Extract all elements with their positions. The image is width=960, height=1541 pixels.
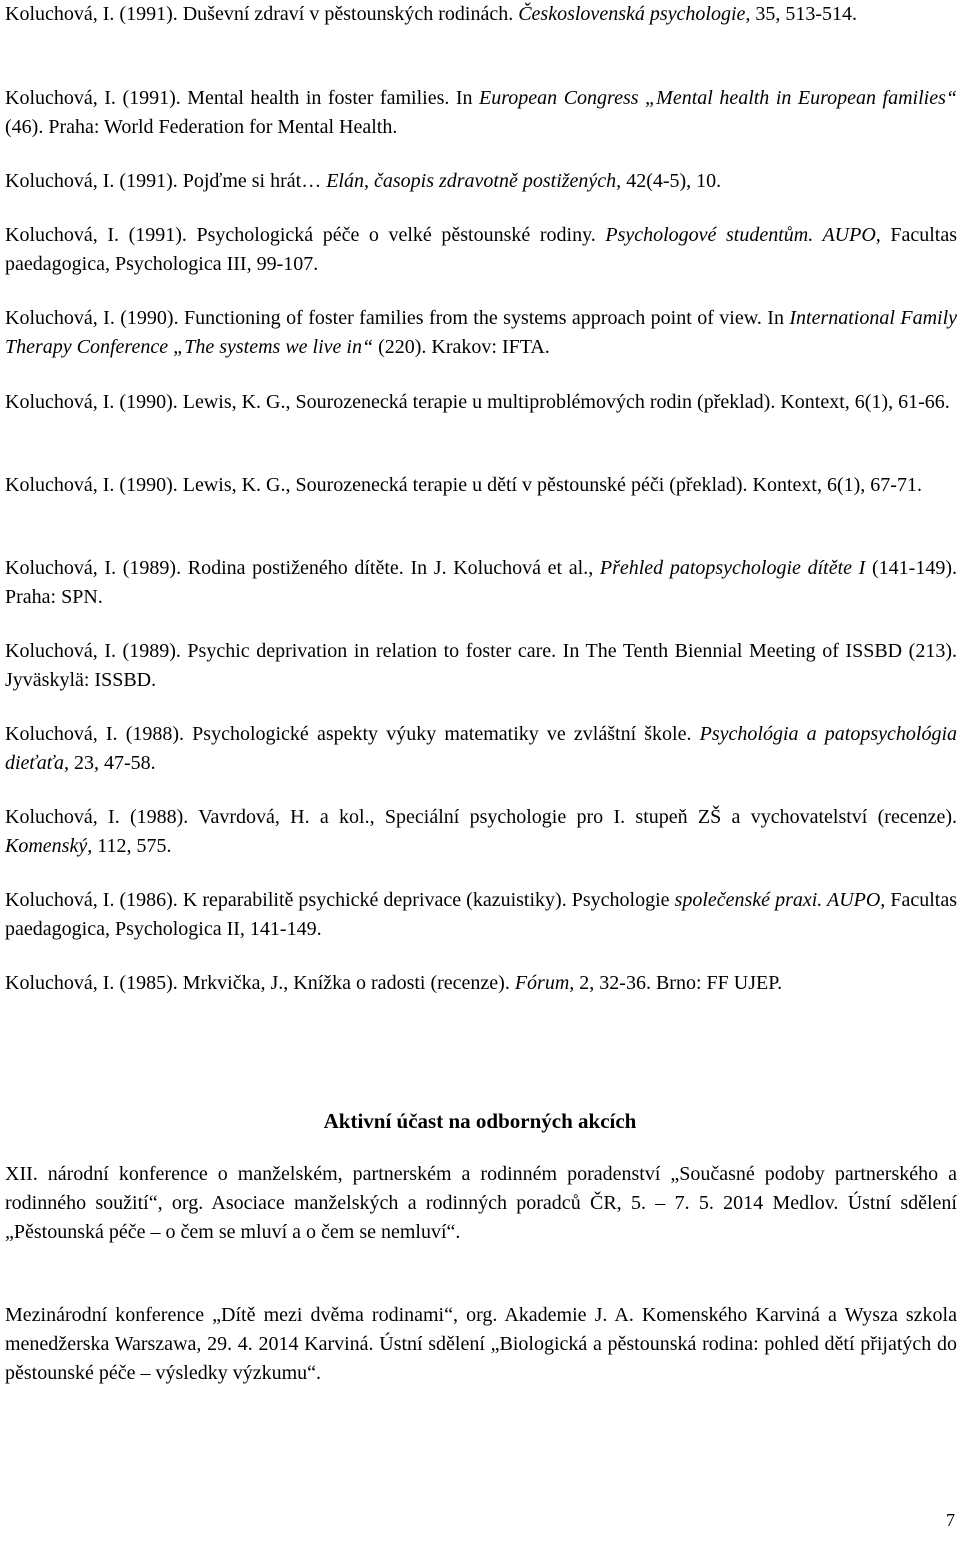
activity-entry: Mezinárodní konference „Dítě mezi dvěma rodinami“, org. Akademie J. A. Komenského Karviná a Wysza szkola menedžerska Warszawa, 29. 4. 2014 Karviná. Ústní sdělení „Biologická a pěstounská rodina: pohled dětí přijatých do pěstounské péče – výsledky výzkumu“. <box>5 1304 957 1384</box>
reference-entry: Koluchová, I. (1991). Duševní zdraví v pěstounských rodinách. Československá psychologie, 35, 513-514. <box>5 3 858 25</box>
page-number: 7 <box>946 1510 955 1530</box>
reference-entry: Koluchová, I. (1989). Psychic deprivation in relation to foster care. In The Tenth Biennial Meeting of ISSBD (213). Jyväskylä: ISSBD. <box>5 640 957 691</box>
reference-entry: Koluchová, I. (1991). Mental health in foster families. In European Congress „Mental health in European families“ (46). Praha: World Federation for Mental Health. <box>5 87 957 138</box>
reference-entry: Koluchová, I. (1990). Functioning of foster families from the systems approach point of view. In International Family Therapy Conference „The systems we live in“ (220). Krakov: IFTA. <box>5 307 957 358</box>
section-heading: Aktivní účast na odborných akcích <box>323 1109 637 1133</box>
reference-entry: Koluchová, I. (1991). Psychologická péče o velké pěstounské rodiny. Psychologové studentům. AUPO, Facultas paedagogica, Psychologica III, 99-107. <box>5 224 957 275</box>
activity-entry: XII. národní konference o manželském, partnerském a rodinném poradenství „Současné podoby partnerského a rodinného soužití“, org. Asociace manželských a rodinných poradců ČR, 5. – 7. 5. 2014 Medlov. Ústní sdělení „Pěstounská péče – o čem se mluví a o čem se nemluví“. <box>5 1163 957 1243</box>
reference-entry: Koluchová, I. (1989). Rodina postiženého dítěte. In J. Koluchová et al., Přehled patopsychologie dítěte I (141-149). Praha: SPN. <box>5 557 957 608</box>
reference-entry: Koluchová, I. (1986). K reparabilitě psychické deprivace (kazuistiky). Psychologie společenské praxi. AUPO, Facultas paedagogica, Psychologica II, 141-149. <box>5 889 957 940</box>
reference-entry: Koluchová, I. (1988). Psychologické aspekty výuky matematiky ve zvláštní škole. Psychológia a patopsychológia dieťaťa, 23, 47-58. <box>5 723 958 774</box>
reference-entry: Koluchová, I. (1990). Lewis, K. G., Sourozenecká terapie u dětí v pěstounské péči (překlad). Kontext, 6(1), 67-71. <box>5 474 922 496</box>
reference-entry: Koluchová, I. (1988). Vavrdová, H. a kol., Speciální psychologie pro I. stupeň ZŠ a vychovatelství (recenze). Komenský, 112, 575. <box>5 806 957 857</box>
reference-entry: Koluchová, I. (1985). Mrkvička, J., Knížka o radosti (recenze). Fórum, 2, 32-36. Brno: FF UJEP. <box>5 972 783 994</box>
reference-entry: Koluchová, I. (1990). Lewis, K. G., Sourozenecká terapie u multiproblémových rodin (překlad). Kontext, 6(1), 61-66. <box>5 391 950 413</box>
reference-entry: Koluchová, I. (1991). Pojďme si hrát… Elán, časopis zdravotně postižených, 42(4-5), 10. <box>5 170 722 192</box>
